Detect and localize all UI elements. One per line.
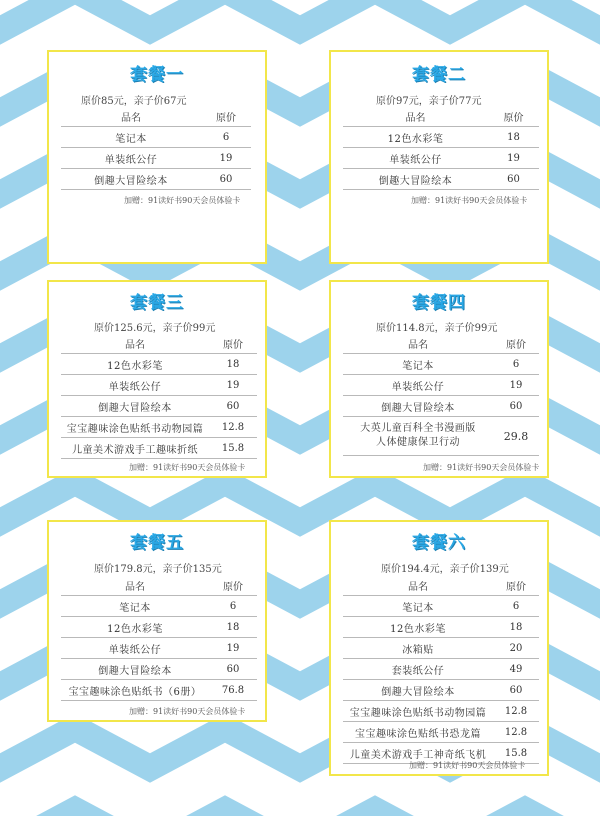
table-row: [61, 680, 257, 701]
table-row: [343, 617, 539, 638]
item-price: 19: [493, 375, 539, 396]
package-card-2: [329, 50, 549, 264]
package-price-line: 原价194.4元，亲子价139元: [381, 564, 509, 575]
table-row: [343, 659, 539, 680]
item-name: 单装纸公仔: [61, 638, 209, 659]
item-name: 宝宝趣味涂色贴纸书动物园篇: [343, 701, 493, 722]
package-items-table: [343, 334, 539, 456]
table-row: [343, 680, 539, 701]
table-row: [61, 417, 257, 438]
name-header: 品名: [343, 576, 493, 596]
table-header-row: [343, 334, 539, 354]
item-price: 19: [201, 148, 251, 169]
package-items-table: [61, 334, 257, 459]
table-header-row: [61, 334, 257, 354]
item-price: 18: [488, 127, 539, 148]
table-row: [343, 596, 539, 617]
item-price: 29.8: [493, 417, 539, 456]
price-header: 原价: [209, 334, 257, 354]
item-name: 冰箱贴: [343, 638, 493, 659]
item-price: 49: [493, 659, 539, 680]
item-price: 18: [209, 617, 257, 638]
name-header: 品名: [343, 107, 488, 127]
package-price-line: 原价125.6元，亲子价99元: [94, 323, 216, 334]
package-card-1: [47, 50, 267, 264]
item-price: 12.8: [493, 701, 539, 722]
price-header: 原价: [201, 107, 251, 127]
package-items-table: [61, 576, 257, 701]
item-name: 笔记本: [61, 127, 201, 148]
table-row: [61, 354, 257, 375]
table-row: [343, 354, 539, 375]
item-name: 单装纸公仔: [61, 148, 201, 169]
item-name: 单装纸公仔: [343, 148, 488, 169]
item-name: 宝宝趣味涂色贴纸书恐龙篇: [343, 722, 493, 743]
table-header-row: [61, 107, 251, 127]
gift-note: 加赠：91读好书90天会员体验卡: [423, 463, 540, 472]
name-header: 品名: [61, 107, 201, 127]
item-name: 大英儿童百科全书漫画版 人体健康保卫行动: [343, 417, 493, 456]
package-price-line: 原价97元，亲子价77元: [376, 96, 482, 107]
gift-note: 加赠：91读好书90天会员体验卡: [129, 463, 246, 472]
item-name: 笔记本: [343, 354, 493, 375]
name-header: 品名: [343, 334, 493, 354]
table-header-row: [343, 107, 539, 127]
item-price: 15.8: [209, 438, 257, 459]
name-header: 品名: [61, 334, 209, 354]
item-price: 20: [493, 638, 539, 659]
item-name: 笔记本: [343, 596, 493, 617]
package-title: 套餐二: [412, 65, 466, 85]
table-row: [343, 148, 539, 169]
item-name: 12色水彩笔: [343, 617, 493, 638]
table-row: [61, 396, 257, 417]
item-price: 60: [209, 659, 257, 680]
table-row: [343, 701, 539, 722]
package-title: 套餐五: [130, 533, 184, 553]
item-name: 12色水彩笔: [343, 127, 488, 148]
item-name: 宝宝趣味涂色贴纸书动物园篇: [61, 417, 209, 438]
item-price: 6: [493, 354, 539, 375]
table-row: [343, 638, 539, 659]
table-row: [61, 638, 257, 659]
item-price: 60: [201, 169, 251, 190]
price-header: 原价: [493, 334, 539, 354]
package-card-3: [47, 280, 267, 478]
item-price: 60: [488, 169, 539, 190]
package-price-line: 原价114.8元，亲子价99元: [376, 323, 498, 334]
item-name: 笔记本: [61, 596, 209, 617]
package-card-6: [329, 520, 549, 776]
item-price: 60: [493, 680, 539, 701]
item-name: 套装纸公仔: [343, 659, 493, 680]
item-price: 12.8: [493, 722, 539, 743]
item-price: 76.8: [209, 680, 257, 701]
package-title: 套餐六: [412, 533, 466, 553]
item-name: 倒趣大冒险绘本: [343, 169, 488, 190]
item-name: 倒趣大冒险绘本: [61, 659, 209, 680]
gift-note: 加赠：91读好书90天会员体验卡: [411, 196, 528, 205]
gift-note: 加赠：91读好书90天会员体验卡: [124, 196, 241, 205]
item-price: 60: [209, 396, 257, 417]
price-header: 原价: [493, 576, 539, 596]
item-price: 18: [209, 354, 257, 375]
package-price-line: 原价85元，亲子价67元: [81, 96, 187, 107]
package-title: 套餐四: [412, 293, 466, 313]
item-price: 6: [493, 596, 539, 617]
package-items-table: [343, 107, 539, 190]
table-row: [61, 169, 251, 190]
item-price: 18: [493, 617, 539, 638]
table-row: [61, 438, 257, 459]
item-name: 单装纸公仔: [343, 375, 493, 396]
table-row: [61, 659, 257, 680]
table-row: [61, 596, 257, 617]
table-row: [343, 169, 539, 190]
table-row: [343, 396, 539, 417]
item-price: 19: [209, 638, 257, 659]
item-name: 儿童美术游戏手工神奇纸飞机: [343, 743, 493, 764]
item-price: 15.8: [493, 743, 539, 764]
package-price-line: 原价179.8元，亲子价135元: [94, 564, 222, 575]
table-row: [343, 417, 539, 456]
table-row: [61, 148, 251, 169]
package-items-table: [61, 107, 251, 190]
price-header: 原价: [209, 576, 257, 596]
package-card-4: [329, 280, 549, 478]
table-row: [61, 375, 257, 396]
table-row: [343, 722, 539, 743]
table-row: [343, 127, 539, 148]
gift-note: 加赠：91读好书90天会员体验卡: [409, 761, 526, 770]
table-row: [343, 375, 539, 396]
item-price: 19: [209, 375, 257, 396]
item-price: 19: [488, 148, 539, 169]
item-price: 60: [493, 396, 539, 417]
item-name: 倒趣大冒险绘本: [61, 396, 209, 417]
item-name: 12色水彩笔: [61, 354, 209, 375]
item-price: 12.8: [209, 417, 257, 438]
item-name: 倒趣大冒险绘本: [343, 396, 493, 417]
package-items-table: [343, 576, 539, 764]
item-price: 6: [209, 596, 257, 617]
gift-note: 加赠：91读好书90天会员体验卡: [129, 707, 246, 716]
item-name: 倒趣大冒险绘本: [343, 680, 493, 701]
item-name: 儿童美术游戏手工趣味折纸: [61, 438, 209, 459]
table-row: [61, 617, 257, 638]
item-name: 单装纸公仔: [61, 375, 209, 396]
package-title: 套餐一: [130, 65, 184, 85]
item-price: 6: [201, 127, 251, 148]
table-header-row: [343, 576, 539, 596]
package-title: 套餐三: [130, 293, 184, 313]
item-name: 宝宝趣味涂色贴纸书（6册）: [61, 680, 209, 701]
table-row: [61, 127, 251, 148]
table-header-row: [61, 576, 257, 596]
package-card-5: [47, 520, 267, 722]
item-name: 12色水彩笔: [61, 617, 209, 638]
item-name: 倒趣大冒险绘本: [61, 169, 201, 190]
price-header: 原价: [488, 107, 539, 127]
name-header: 品名: [61, 576, 209, 596]
